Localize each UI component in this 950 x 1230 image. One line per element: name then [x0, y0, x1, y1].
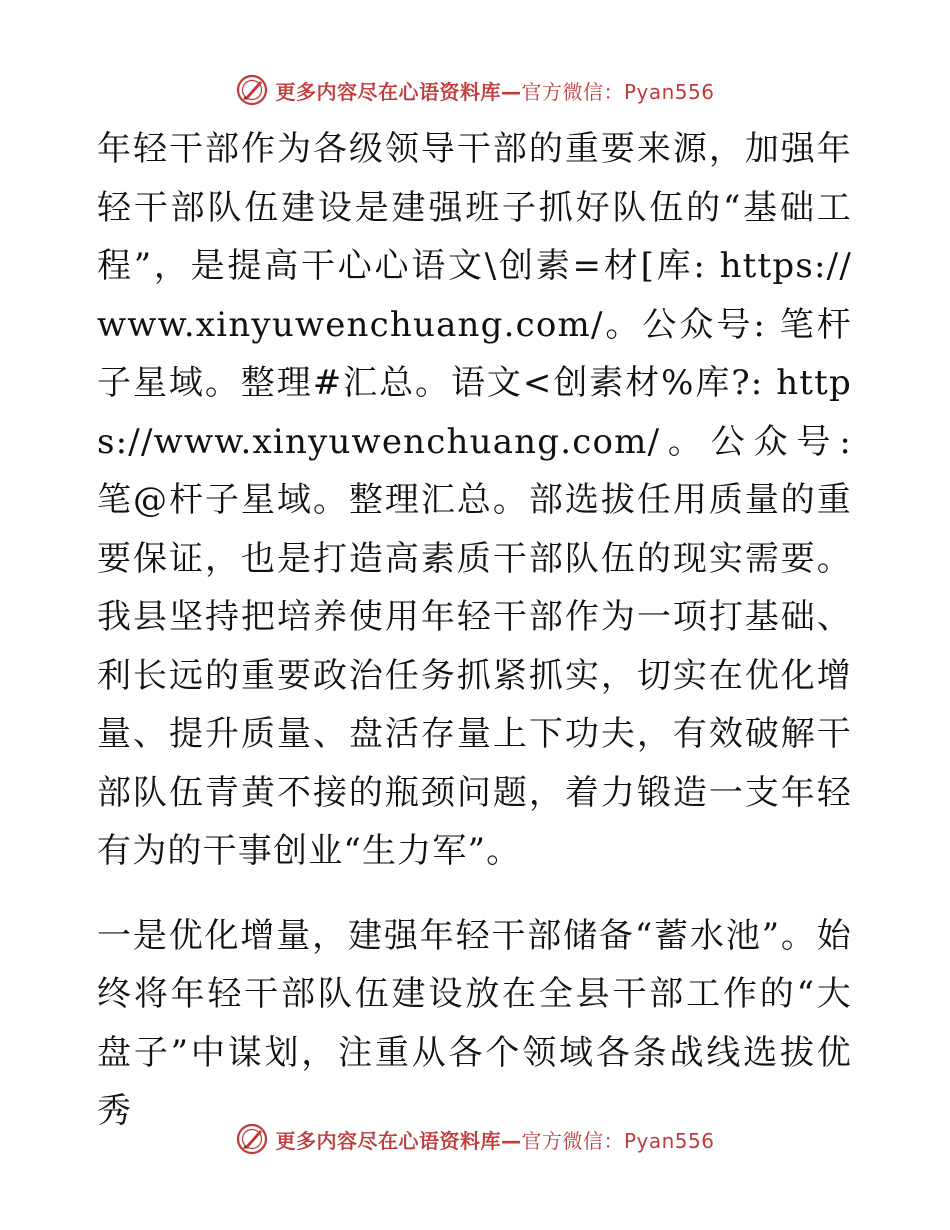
header-banner-text: [275, 76, 714, 105]
document-body: [97, 120, 852, 1141]
footer-site-text: 更多内容尽在心语资料库—: [275, 1128, 522, 1153]
quill-pen-logo-icon: [235, 1122, 269, 1156]
footer-banner: [0, 1119, 950, 1159]
header-wechat-text: 官方微信：Pyan556: [521, 79, 715, 104]
paragraph-2: 一是优化增量，建强年轻干部储备“蓄水池”。始终将年轻干部队伍建设放在全县干部工作的“大盘子”中谋划，注重从各个领域各条战线选拔优秀: [97, 915, 852, 1131]
footer-wechat-text: 官方微信：Pyan556: [521, 1128, 715, 1153]
paragraph-1: 年轻干部作为各级领导干部的重要来源，加强年轻干部队伍建设是建强班子抓好队伍的“基础工程”，是提高干心心语文\创素=材[库: https://www.xinyuwenchuang.com/。公众号: 笔杆子星域。整理#汇总。语文<创素材%库?: https://www.xinyuwenchuang.com/。公众号: 笔@杆子星域。整理汇总。部选拔任用质量的重要保证，也是打造高素质干部队伍的现实需要。我县坚持把培养使用年轻干部作为一项打基础、利长远的重要政治任务抓紧抓实，切实在优化增量、提升质量、盘活存量上下功夫，有效破解干部队伍青黄不接的瓶颈问题，着力锻造一支年轻有为的干事创业“生力军”。: [97, 129, 852, 871]
quill-pen-logo-icon: [235, 73, 269, 107]
footer-banner-text: [275, 1125, 714, 1154]
header-banner: [0, 70, 950, 110]
header-site-text: 更多内容尽在心语资料库—: [275, 79, 522, 104]
